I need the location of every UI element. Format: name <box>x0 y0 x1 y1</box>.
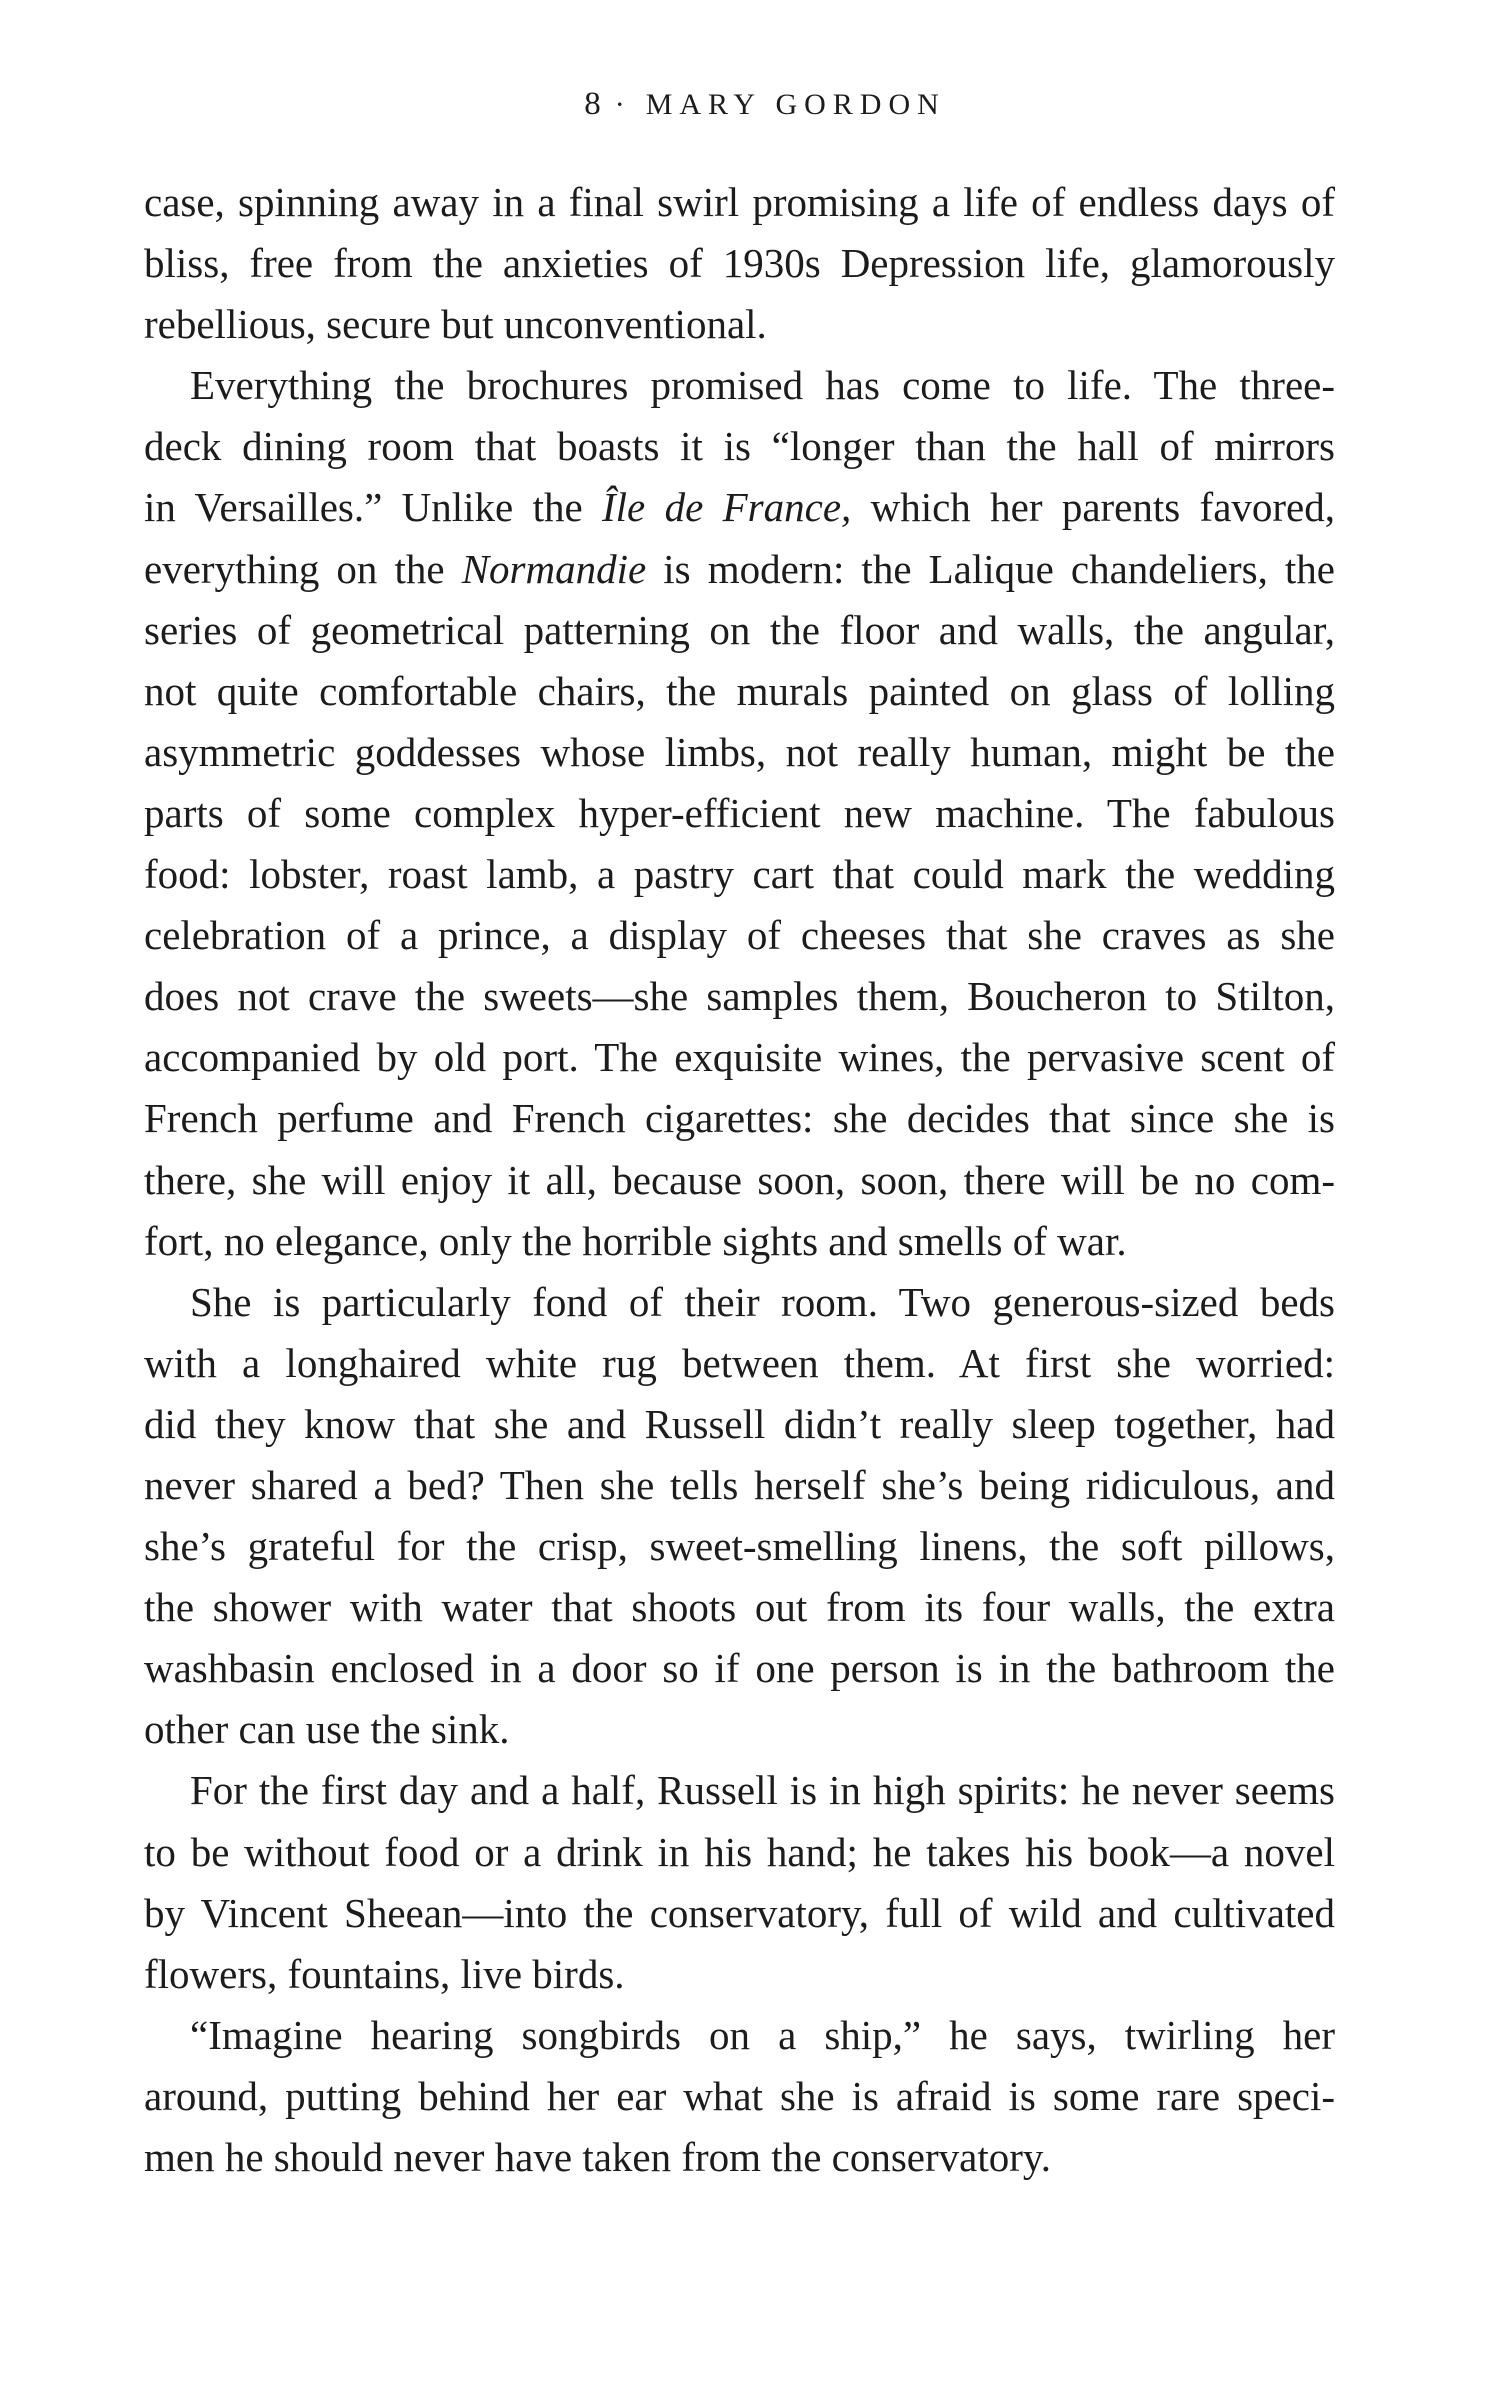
text-segment: is modern: the Lalique chandeliers, the <box>646 545 1336 592</box>
text-line <box>144 1760 1335 1821</box>
text-segment: French perfume and French cigarettes: she decides that since she is <box>144 1095 1335 1142</box>
text-line <box>144 1883 1335 1944</box>
text-line <box>144 783 1335 844</box>
text-segment: bliss, free from the anxieties of 1930s Depression life, glamorously <box>144 240 1335 287</box>
body-text <box>144 172 1335 2188</box>
text-segment: not quite comfortable chairs, the murals painted on glass of lolling <box>144 667 1335 714</box>
text-segment: For the first day and a half, Russell is in high spirits: he never seems <box>190 1767 1335 1814</box>
text-segment: there, she will enjoy it all, because soon, soon, there will be no com- <box>144 1156 1335 1203</box>
text-line <box>144 1333 1335 1394</box>
text-segment: case, spinning away in a final swirl promising a life of endless days of <box>144 179 1335 225</box>
text-segment: around, putting behind her ear what she is afraid is some rare speci- <box>144 2072 1335 2119</box>
text-line <box>144 844 1335 905</box>
text-segment: she’s grateful for the crisp, sweet-smelling linens, the soft pillows, <box>144 1523 1335 1570</box>
text-segment: “Imagine hearing songbirds on a ship,” he says, twirling her <box>190 2011 1335 2058</box>
text-segment: asymmetric goddesses whose limbs, not really human, might be the <box>144 728 1335 775</box>
text-segment: with a longhaired white rug between them. At first she worried: <box>144 1339 1335 1386</box>
text-segment: to be without food or a drink in his hand; he takes his book—a novel <box>144 1828 1335 1875</box>
text-line <box>144 966 1335 1027</box>
text-line <box>144 1088 1335 1149</box>
text-line <box>144 233 1335 294</box>
text-segment: rebellious, secure but unconventional. <box>144 301 767 348</box>
text-segment: accompanied by old port. The exquisite wines, the pervasive scent of <box>144 1034 1335 1081</box>
text-line <box>144 722 1335 783</box>
text-segment: men he should never have taken from the conservatory. <box>144 2134 1051 2180</box>
text-line <box>144 2005 1335 2066</box>
text-line <box>144 1027 1335 1088</box>
text-line <box>144 1272 1335 1333</box>
text-line <box>144 2127 1335 2188</box>
text-line <box>144 1394 1335 1455</box>
text-segment: other can use the sink. <box>144 1706 510 1753</box>
text-line <box>144 600 1335 661</box>
text-segment: which her parents favored, <box>851 484 1336 531</box>
header-separator: · <box>614 88 632 121</box>
text-line <box>144 1577 1335 1638</box>
italic-text: Île de France, <box>602 484 852 531</box>
text-segment: food: lobster, roast lamb, a pastry cart that could mark the wedding <box>144 851 1335 898</box>
page-number: 8 <box>584 86 601 122</box>
text-segment: washbasin enclosed in a door so if one person is in the bathroom the <box>144 1645 1335 1692</box>
text-segment: She is particularly fond of their room. Two generous-sized beds <box>190 1278 1335 1325</box>
text-line <box>144 905 1335 966</box>
text-line <box>144 539 1335 600</box>
text-segment: deck dining room that boasts it is “longer than the hall of mirrors <box>144 423 1335 470</box>
text-segment: the shower with water that shoots out from its four walls, the extra <box>144 1584 1335 1631</box>
text-segment: by Vincent Sheean—into the conservatory, full of wild and cultivated <box>144 1889 1335 1936</box>
text-line <box>144 294 1335 355</box>
text-line <box>144 1516 1335 1577</box>
text-line <box>144 1455 1335 1516</box>
text-line <box>144 1150 1335 1211</box>
text-segment: Everything the brochures promised has come to life. The three- <box>190 362 1335 409</box>
text-line <box>144 1944 1335 2005</box>
text-line <box>144 416 1335 477</box>
text-line <box>144 1211 1335 1272</box>
text-segment: series of geometrical patterning on the floor and walls, the angular, <box>144 606 1335 653</box>
text-segment: celebration of a prince, a display of cheeses that she craves as she <box>144 912 1335 959</box>
text-segment: everything on the <box>144 545 462 592</box>
text-line <box>144 1699 1335 1760</box>
text-segment: does not crave the sweets—she samples them, Boucheron to Stilton, <box>144 973 1335 1020</box>
text-line <box>144 1822 1335 1883</box>
text-segment: fort, no elegance, only the horrible sights and smells of war. <box>144 1217 1127 1264</box>
text-segment: never shared a bed? Then she tells herself she’s being ridiculous, and <box>144 1461 1335 1508</box>
text-line <box>144 355 1335 416</box>
text-line <box>144 172 1335 233</box>
text-segment: did they know that she and Russell didn’t really sleep together, had <box>144 1400 1335 1447</box>
running-header <box>0 86 1500 123</box>
text-line <box>144 477 1335 538</box>
text-segment: parts of some complex hyper-efficient new machine. The fabulous <box>144 789 1335 836</box>
text-segment: flowers, fountains, live birds. <box>144 1950 625 1997</box>
text-line <box>144 661 1335 722</box>
author-name: MARY GORDON <box>645 88 946 121</box>
italic-text: Normandie <box>461 545 647 592</box>
text-segment: in Versailles.” Unlike the <box>144 484 603 531</box>
text-line <box>144 2066 1335 2127</box>
text-line <box>144 1638 1335 1699</box>
